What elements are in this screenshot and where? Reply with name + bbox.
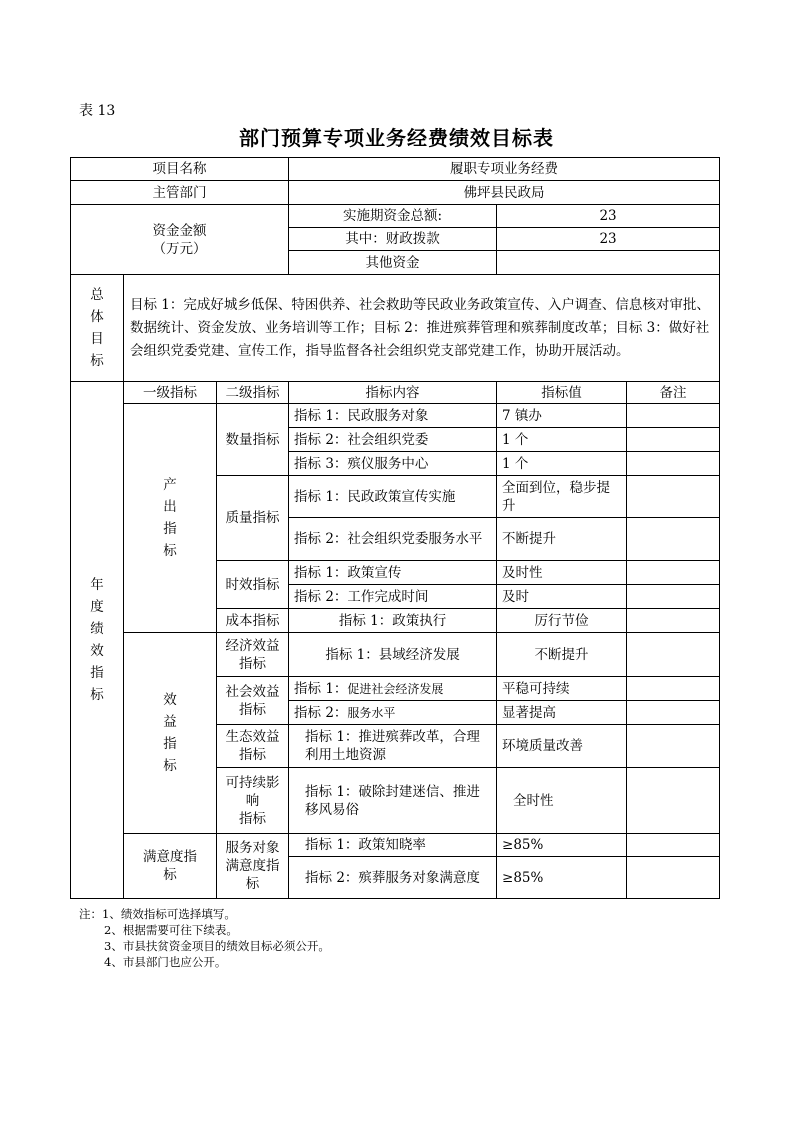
- indicator-remark: [627, 452, 720, 476]
- header-content: 指标内容: [289, 382, 497, 404]
- indicator-value: 平稳可持续: [497, 677, 627, 701]
- economic-label-line1: 经济效益: [225, 637, 280, 654]
- table-row: [71, 834, 720, 857]
- indicator-remark: [627, 585, 720, 609]
- indicator-remark: [627, 404, 720, 428]
- service-satisfaction-line1: 服务对象: [225, 840, 280, 856]
- indicator-content: 指标 1：县域经济发展: [289, 633, 497, 677]
- indicator-value: 不断提升: [497, 518, 627, 561]
- table-row: [71, 404, 720, 428]
- annual-indicator-label: [71, 382, 124, 899]
- indicator-remark: [627, 834, 720, 857]
- output-label-char: 标: [163, 543, 177, 559]
- department-label: 主管部门: [71, 181, 289, 205]
- sustainable-label-line1: 可持续影: [225, 774, 280, 791]
- funds-total-label: 实施期资金总额:: [289, 205, 497, 228]
- indicator-remark: [627, 518, 720, 561]
- indicator-value: 及时性: [497, 561, 627, 585]
- footnote-1: 注：1、绩效指标可选择填写。: [79, 907, 236, 921]
- annual-label-char: 效: [90, 643, 104, 659]
- social-label-line1: 社会效益: [225, 683, 280, 700]
- table-number: 表 13: [79, 103, 116, 119]
- indicator-remark: [627, 609, 720, 633]
- overall-goal-row: [71, 275, 720, 382]
- ecological-label-line1: 生态效益: [225, 729, 280, 745]
- indicator-value: ≥85%: [497, 857, 627, 899]
- output-label-char: 产: [163, 477, 177, 493]
- funds-label-line2: （万元）: [152, 240, 207, 257]
- footnotes: [79, 906, 330, 970]
- indicator-content-prefix: 指标 1：: [294, 680, 348, 697]
- output-label-char: 出: [163, 499, 177, 515]
- service-satisfaction-line3: 标: [245, 876, 260, 892]
- quantity-indicator-label: 数量指标: [217, 404, 289, 476]
- indicator-value: 全面到位，稳步提升: [497, 476, 627, 518]
- indicator-remark: [627, 725, 720, 768]
- indicator-remark: [627, 476, 720, 518]
- social-indicator-label: [217, 677, 289, 725]
- funds-fiscal-label: 其中：财政拨款: [289, 228, 497, 251]
- indicator-remark: [627, 428, 720, 452]
- effect-label-char: 标: [163, 758, 177, 774]
- overall-goal-text: 目标 1：完成好城乡低保、特困供养、社会救助等民政业务政策宣传、入户调查、信息核对审批、数据统计、资金发放、业务培训等工作；目标 2：推进殡葬管理和殡葬制度改革；目标 3：做好社会组织党委党建、宣传工作，指导监督各社会组织党支部党建工作，协助开展活动。: [124, 275, 720, 382]
- indicator-value: 不断提升: [497, 633, 627, 677]
- indicator-content: 指标 1：政策知晓率: [289, 834, 497, 857]
- footnote-3: 3、市县扶贫资金项目的绩效目标必须公开。: [104, 939, 330, 953]
- social-label-line2: 指标: [239, 701, 267, 718]
- funds-fiscal-value: 23: [497, 228, 720, 251]
- indicator-content-small: 促进社会经济发展: [347, 681, 444, 696]
- indicator-value: 7 镇办: [497, 404, 627, 428]
- overall-goal-label-char: 总: [90, 287, 104, 303]
- indicator-content: 指标 1：推进殡葬改革，合理利用土地资源: [289, 725, 497, 768]
- indicator-value: 全时性: [497, 768, 627, 834]
- satisfaction-indicator-label: [124, 834, 217, 899]
- header-value: 指标值: [497, 382, 627, 404]
- header-remark: 备注: [627, 382, 720, 404]
- cost-indicator-label: 成本指标: [217, 609, 289, 633]
- ecological-label-line2: 指标: [239, 747, 267, 763]
- effect-label-char: 效: [163, 692, 177, 708]
- ecological-indicator-label: [217, 725, 289, 768]
- indicator-content: 指标 2：工作完成时间: [289, 585, 497, 609]
- indicator-value: ≥85%: [497, 834, 627, 857]
- economic-indicator-label: [217, 633, 289, 677]
- indicator-content: 指标 2：殡葬服务对象满意度: [289, 857, 497, 899]
- indicator-content: 指标 1：破除封建迷信、推进移风易俗: [289, 768, 497, 834]
- table-row: [71, 633, 720, 677]
- indicator-content-prefix: 指标 2：: [294, 704, 348, 721]
- indicator-content: 指标 1：民政政策宣传实施: [289, 476, 497, 518]
- header-level2: 二级指标: [217, 382, 289, 404]
- effect-indicator-label: [124, 633, 217, 834]
- funds-label-line1: 资金金额: [152, 222, 207, 239]
- indicator-remark: [627, 857, 720, 899]
- indicator-remark: [627, 677, 720, 701]
- indicator-value: 1 个: [497, 428, 627, 452]
- indicator-content: 指标 1：政策执行: [289, 609, 497, 633]
- annual-label-char: 绩: [90, 621, 104, 637]
- overall-goal-label-char: 体: [90, 309, 104, 325]
- project-name-row: [71, 158, 720, 181]
- annual-label-char: 度: [90, 599, 104, 615]
- economic-label-line2: 指标: [239, 655, 267, 672]
- department-value: 佛坪县民政局: [289, 181, 720, 205]
- indicator-content: 指标 2：社会组织党委: [289, 428, 497, 452]
- sustainable-label-line3: 指标: [239, 810, 267, 827]
- indicator-value: 及时: [497, 585, 627, 609]
- page-title: 部门预算专项业务经费绩效目标表: [239, 126, 554, 150]
- footnote-2: 2、根据需要可往下续表。: [104, 923, 238, 937]
- footnote-4: 4、市县部门也应公开。: [104, 955, 227, 969]
- annual-label-char: 指: [90, 665, 104, 681]
- overall-goal-label: [71, 275, 124, 382]
- indicator-remark: [627, 701, 720, 725]
- indicator-content-small: 服务水平: [347, 705, 396, 720]
- service-satisfaction-label: [217, 834, 289, 899]
- sustainable-indicator-label: [217, 768, 289, 834]
- overall-goal-label-char: 目: [90, 331, 104, 347]
- annual-label-char: 标: [90, 687, 104, 703]
- indicator-remark: [627, 768, 720, 834]
- indicator-remark: [627, 633, 720, 677]
- indicator-value: 1 个: [497, 452, 627, 476]
- quality-indicator-label: 质量指标: [217, 476, 289, 561]
- timeliness-indicator-label: 时效指标: [217, 561, 289, 609]
- indicator-content: [289, 701, 497, 725]
- indicator-value: 厉行节俭: [497, 609, 627, 633]
- service-satisfaction-line2: 满意度指: [225, 858, 280, 874]
- project-name-value: 履职专项业务经费: [289, 158, 720, 181]
- indicator-content: [289, 677, 497, 701]
- indicator-content: 指标 1：民政服务对象: [289, 404, 497, 428]
- indicator-content: 指标 1：政策宣传: [289, 561, 497, 585]
- funds-other-label: 其他资金: [289, 251, 497, 275]
- sustainable-label-line2: 响: [245, 792, 260, 809]
- project-name-label: 项目名称: [71, 158, 289, 181]
- indicator-value: 显著提高: [497, 701, 627, 725]
- output-indicator-label: [124, 404, 217, 633]
- header-level1: 一级指标: [124, 382, 217, 404]
- funds-total-row: [71, 205, 720, 228]
- department-row: [71, 181, 720, 205]
- indicator-value: 环境质量改善: [497, 725, 627, 768]
- performance-goal-table: [70, 157, 720, 899]
- output-label-char: 指: [163, 521, 177, 537]
- funds-other-value: [497, 251, 720, 275]
- indicator-content: 指标 3：殡仪服务中心: [289, 452, 497, 476]
- annual-label-char: 年: [90, 577, 104, 593]
- funds-total-value: 23: [497, 205, 720, 228]
- funds-label: [71, 205, 289, 275]
- indicator-header-row: [71, 382, 720, 404]
- satisfaction-label-line1: 满意度指: [143, 849, 197, 865]
- satisfaction-label-line2: 标: [163, 867, 177, 883]
- indicator-content: 指标 2：社会组织党委服务水平: [289, 518, 497, 561]
- effect-label-char: 指: [163, 736, 177, 752]
- effect-label-char: 益: [163, 714, 177, 730]
- indicator-remark: [627, 561, 720, 585]
- overall-goal-label-char: 标: [90, 353, 104, 369]
